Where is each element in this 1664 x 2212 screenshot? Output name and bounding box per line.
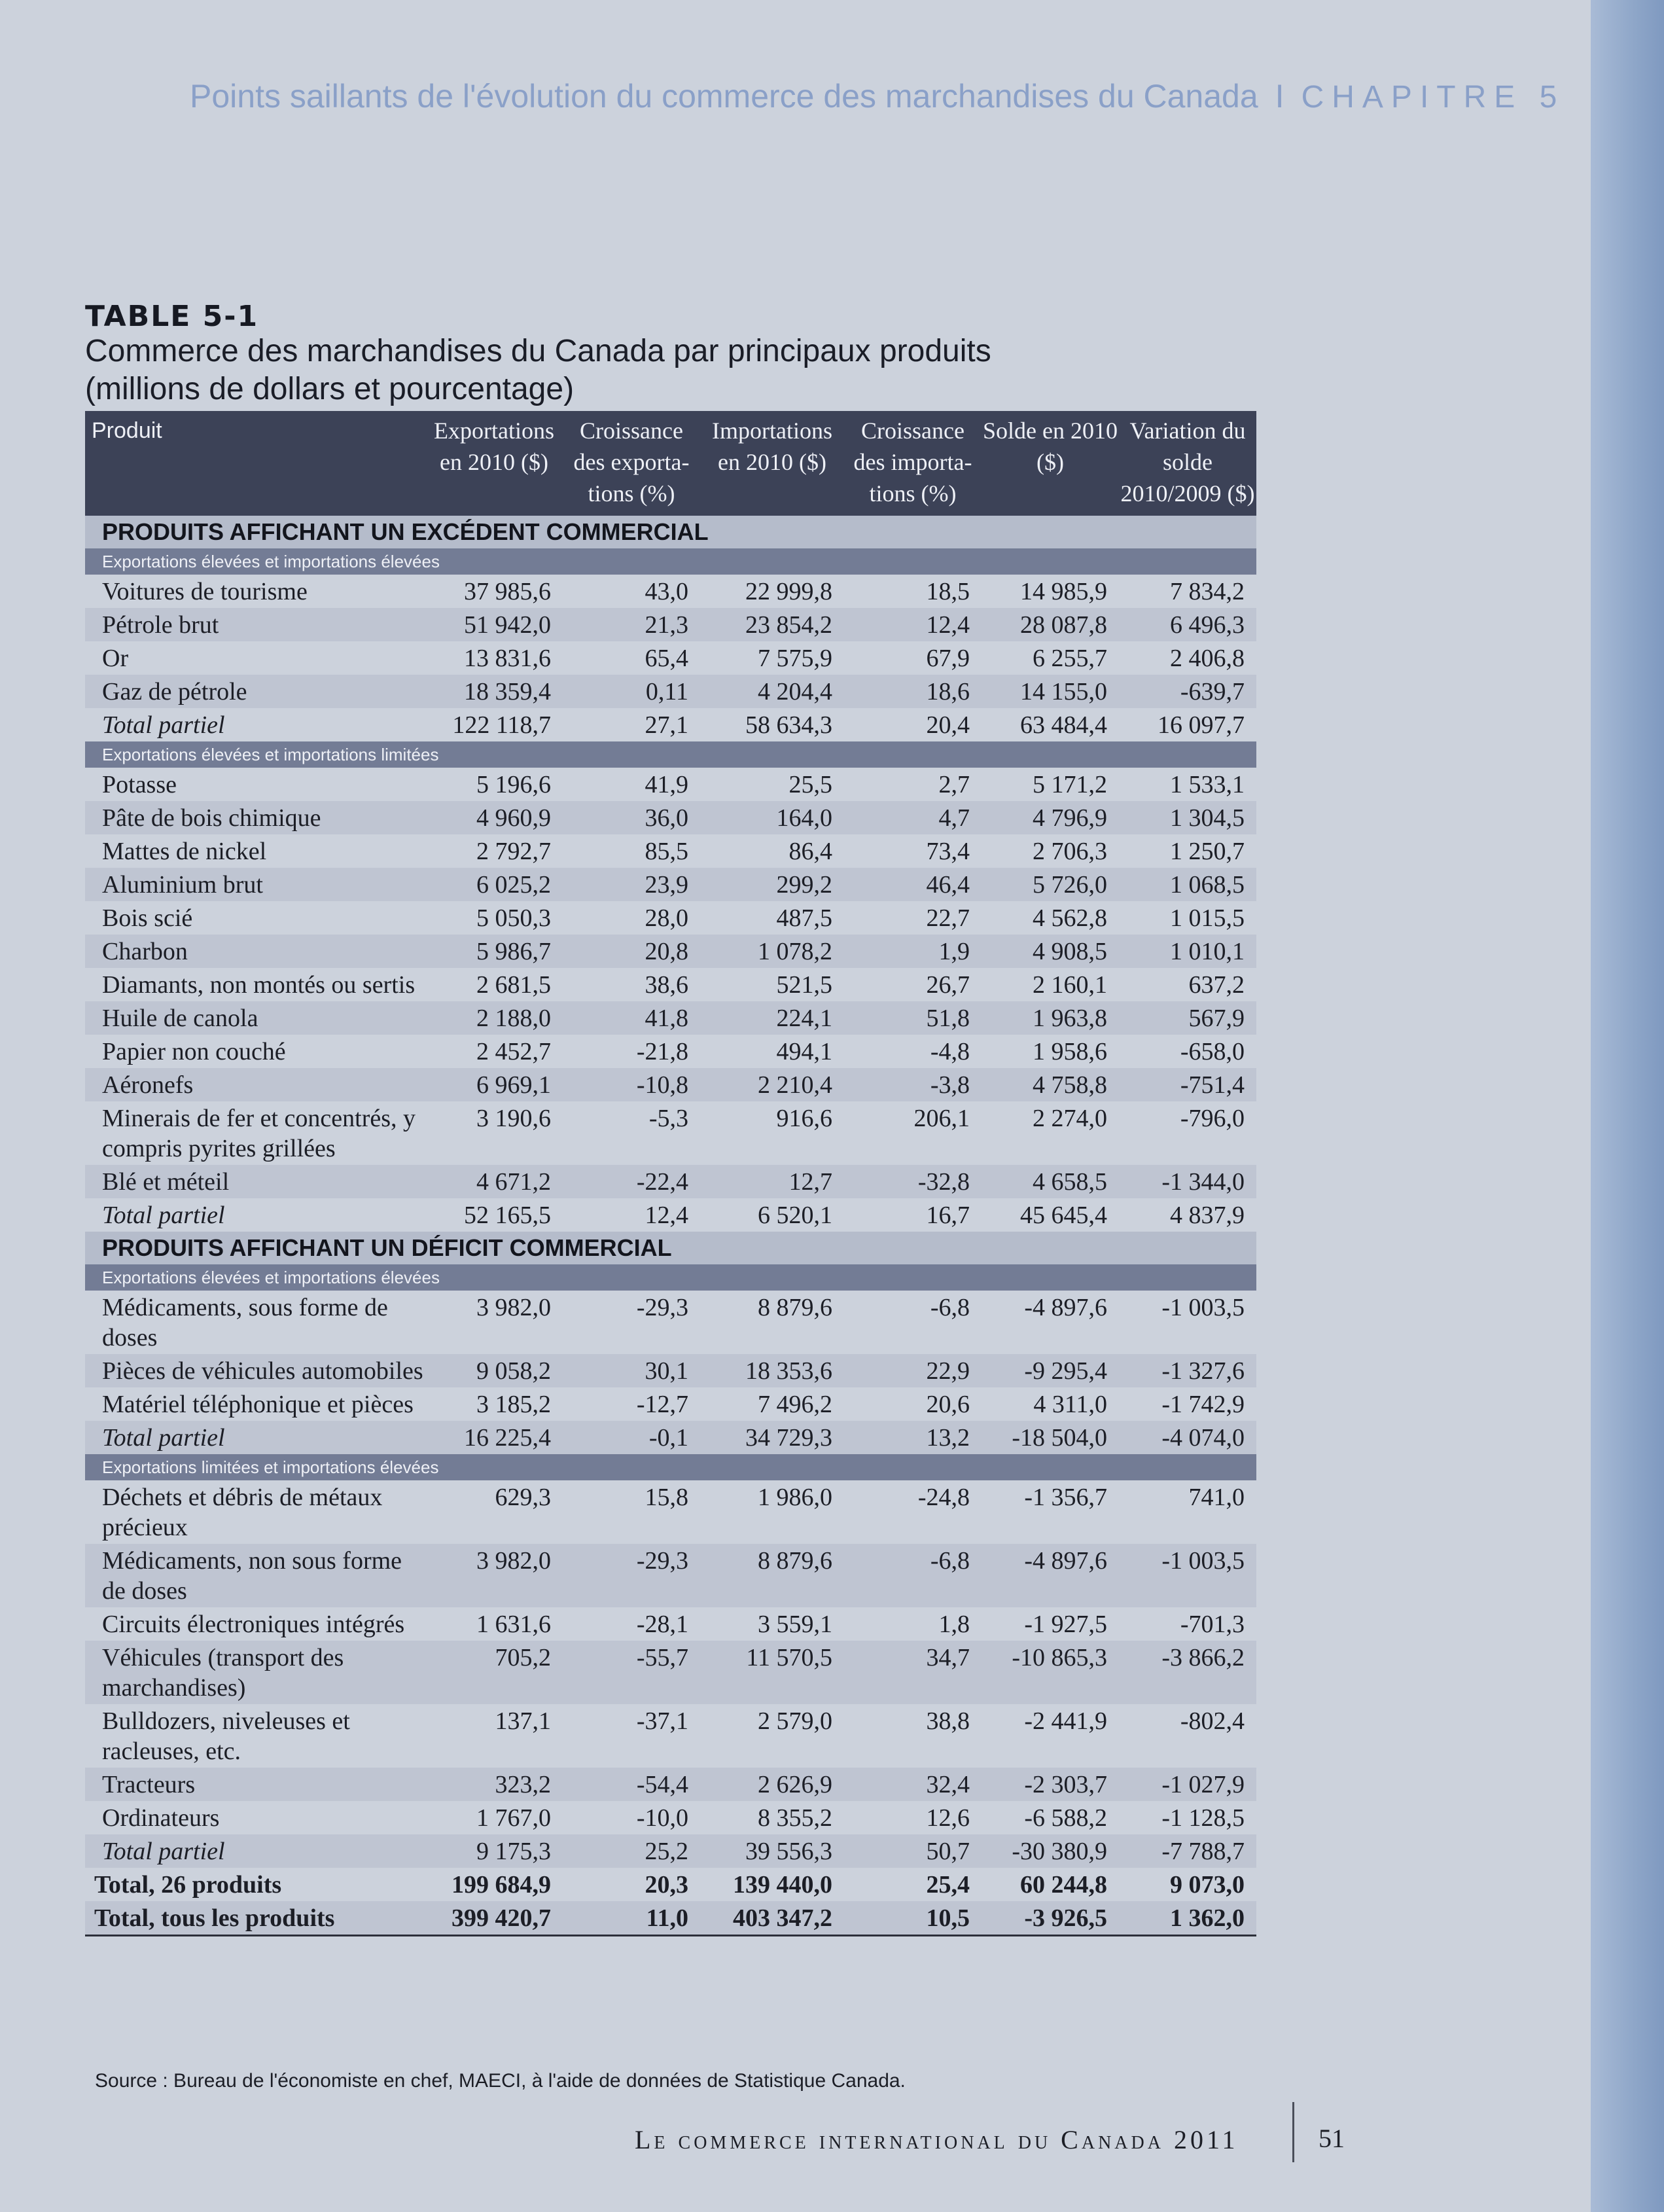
table-header-row: [85, 411, 1256, 516]
table-row: [85, 801, 1256, 834]
group-title: Exportations élevées et importations élevées: [85, 1264, 1256, 1291]
cell-impg: 34,7: [844, 1641, 982, 1704]
chapter-label: CHAPITRE 5: [1301, 80, 1565, 115]
cell-solde: 6 255,7: [1033, 645, 1107, 672]
cell-exp: 629,3: [495, 1484, 551, 1511]
group-title: Exportations limitées et importations élevées: [85, 1454, 1256, 1480]
cell-exp: 9 058,2: [425, 1354, 563, 1387]
cell-impg: 20,4: [926, 711, 970, 739]
cell-impg: 4,7: [844, 801, 982, 834]
column-header: Croissance des importa- tions (%): [844, 411, 982, 516]
cell-solde: 5 171,2: [1033, 771, 1107, 798]
cell-impg: -3,8: [844, 1068, 982, 1101]
cell-impg: 51,8: [844, 1001, 982, 1035]
cell-impg: 25,4: [926, 1871, 970, 1899]
footer-divider: [1292, 2102, 1294, 2162]
cell-exp: 323,2: [425, 1768, 563, 1801]
cell-solde: 5 726,0: [982, 868, 1119, 901]
cell-imp: 7 575,9: [758, 645, 832, 672]
cell-solde: 2 706,3: [1033, 838, 1107, 865]
cell-expg: 11,0: [563, 1901, 700, 1936]
cell-exp: 52 165,5: [464, 1202, 551, 1229]
cell-imp: 521,5: [776, 971, 832, 999]
cell-expg: -10,8: [563, 1068, 700, 1101]
cell-var: -1 128,5: [1161, 1804, 1245, 1832]
cell-exp: 16 225,4: [425, 1421, 563, 1454]
cell-imp: 299,2: [700, 868, 844, 901]
cell-exp: 6 025,2: [425, 868, 563, 901]
source-note: Source : Bureau de l'économiste en chef, MAECI, à l'aide de données de Statistique Canada.: [95, 2070, 906, 2092]
cell-exp: 13 831,6: [464, 645, 551, 672]
cell-var: -639,7: [1119, 675, 1256, 708]
cell-var: -1 344,0: [1119, 1165, 1256, 1198]
cell-expg: 23,9: [563, 868, 700, 901]
cell-imp: 2 626,9: [700, 1768, 844, 1801]
column-header: Solde en 2010 ($): [982, 411, 1119, 516]
footer-publication: [635, 2124, 1238, 2155]
product-name: Or: [102, 645, 129, 672]
cell-solde: -2 441,9: [1024, 1707, 1107, 1735]
cell-imp: 4 204,4: [700, 675, 844, 708]
table-row: [85, 1354, 1256, 1387]
cell-solde: 4 658,5: [982, 1165, 1119, 1198]
cell-var: 741,0: [1188, 1484, 1245, 1511]
cell-var: 1 533,1: [1170, 771, 1245, 798]
table-row: [85, 1480, 1256, 1544]
table-row: [85, 608, 1256, 641]
cell-solde: 45 645,4: [1020, 1202, 1107, 1229]
cell-var: -1 327,6: [1119, 1354, 1256, 1387]
cell-imp: 1 986,0: [758, 1484, 832, 1511]
cell-imp: 25,5: [788, 771, 832, 798]
cell-solde: -1 927,5: [1024, 1611, 1107, 1638]
trade-table: [85, 411, 1256, 1936]
cell-imp: 6 520,1: [758, 1202, 832, 1229]
cell-impg: 20,6: [926, 1391, 970, 1418]
table-row: [85, 1068, 1256, 1101]
cell-expg: 38,6: [645, 971, 688, 999]
table-label: TABLE 5-1: [85, 300, 259, 333]
table-title-line-1: Commerce des marchandises du Canada par principaux produits: [85, 334, 991, 368]
product-name: Voitures de tourisme: [102, 578, 308, 605]
cell-var: -701,3: [1180, 1611, 1245, 1638]
column-header: Exportations en 2010 ($): [425, 411, 563, 516]
cell-var: -7 788,7: [1119, 1834, 1256, 1868]
table-row: [85, 1165, 1256, 1198]
cell-expg: 12,4: [645, 1202, 688, 1229]
cell-expg: -12,7: [636, 1391, 688, 1418]
cell-expg: 36,0: [563, 801, 700, 834]
cell-imp: 8 355,2: [758, 1804, 832, 1832]
table-row: [85, 1901, 1256, 1936]
cell-exp: 6 969,1: [425, 1068, 563, 1101]
cell-impg: -24,8: [917, 1484, 970, 1511]
product-name: Total, 26 produits: [94, 1871, 282, 1899]
cell-expg: 65,4: [645, 645, 688, 672]
cell-solde: 2 274,0: [1033, 1105, 1107, 1132]
cell-exp: 1 767,0: [476, 1804, 551, 1832]
cell-exp: 9 175,3: [425, 1834, 563, 1868]
cell-var: 6 496,3: [1119, 608, 1256, 641]
product-name: Bois scié: [102, 904, 193, 932]
running-title: Points saillants de l'évolution du commerce des marchandises du Canada: [190, 78, 1258, 115]
column-header: Variation du solde 2010/2009 ($): [1119, 411, 1256, 516]
cell-var: -1 027,9: [1119, 1768, 1256, 1801]
cell-expg: 85,5: [645, 838, 688, 865]
cell-expg: 43,0: [645, 578, 688, 605]
table-row: [85, 1001, 1256, 1035]
table-row: [85, 1544, 1256, 1607]
cell-impg: 26,7: [926, 971, 970, 999]
cell-exp: 399 420,7: [425, 1901, 563, 1936]
product-name: Véhicules (transport des marchandises): [85, 1641, 425, 1704]
column-header: Croissance des exporta- tions (%): [563, 411, 700, 516]
cell-var: -796,0: [1180, 1105, 1245, 1132]
cell-var: 1 068,5: [1119, 868, 1256, 901]
cell-expg: 28,0: [645, 904, 688, 932]
cell-solde: 2 160,1: [1033, 971, 1107, 999]
cell-imp: 22 999,8: [745, 578, 832, 605]
cell-expg: 20,8: [563, 935, 700, 968]
cell-impg: 32,4: [844, 1768, 982, 1801]
cell-imp: 58 634,3: [745, 711, 832, 739]
cell-solde: -18 504,0: [982, 1421, 1119, 1454]
cell-solde: -2 303,7: [982, 1768, 1119, 1801]
product-name: Potasse: [102, 771, 177, 798]
cell-exp: 705,2: [425, 1641, 563, 1704]
product-name: Blé et méteil: [85, 1165, 425, 1198]
cell-exp: 1 631,6: [476, 1611, 551, 1638]
cell-imp: 34 729,3: [700, 1421, 844, 1454]
cell-imp: 139 440,0: [733, 1871, 832, 1899]
cell-solde: -3 926,5: [982, 1901, 1119, 1936]
table-row: [85, 1868, 1256, 1901]
cell-exp: 2 681,5: [476, 971, 551, 999]
cell-impg: -6,8: [844, 1544, 982, 1607]
cell-impg: 12,6: [926, 1804, 970, 1832]
cell-imp: 12,7: [700, 1165, 844, 1198]
product-name: Total partiel: [102, 711, 225, 739]
cell-var: -1 742,9: [1161, 1391, 1245, 1418]
cell-expg: -54,4: [563, 1768, 700, 1801]
cell-exp: 137,1: [495, 1707, 551, 1735]
cell-expg: -55,7: [563, 1641, 700, 1704]
section-header: [85, 1232, 1256, 1264]
product-name: Charbon: [85, 935, 425, 968]
cell-var: 567,9: [1119, 1001, 1256, 1035]
column-header: Produit: [85, 411, 425, 516]
cell-var: 1 250,7: [1170, 838, 1245, 865]
cell-solde: 4 311,0: [1033, 1391, 1107, 1418]
cell-var: -751,4: [1119, 1068, 1256, 1101]
cell-impg: -6,8: [930, 1294, 970, 1321]
cell-solde: -6 588,2: [1024, 1804, 1107, 1832]
cell-exp: 5 986,7: [425, 935, 563, 968]
product-name: Total partiel: [85, 1421, 425, 1454]
cell-imp: 86,4: [788, 838, 832, 865]
cell-solde: 1 958,6: [1033, 1038, 1107, 1065]
product-name: Pétrole brut: [85, 608, 425, 641]
cell-exp: 3 982,0: [425, 1544, 563, 1607]
product-name: Papier non couché: [102, 1038, 286, 1065]
cell-expg: 21,3: [563, 608, 700, 641]
cell-exp: 37 985,6: [464, 578, 551, 605]
cell-impg: 1,9: [844, 935, 982, 968]
cell-impg: 2,7: [938, 771, 970, 798]
cell-exp: 4 960,9: [425, 801, 563, 834]
cell-impg: 18,6: [844, 675, 982, 708]
cell-solde: -30 380,9: [982, 1834, 1119, 1868]
cell-impg: 50,7: [844, 1834, 982, 1868]
product-name: Total partiel: [85, 1834, 425, 1868]
cell-imp: 164,0: [700, 801, 844, 834]
page-number: 51: [1319, 2124, 1345, 2153]
cell-impg: 13,2: [844, 1421, 982, 1454]
cell-expg: -10,0: [636, 1804, 688, 1832]
product-name: Pièces de véhicules automobiles: [85, 1354, 425, 1387]
cell-impg: 10,5: [844, 1901, 982, 1936]
cell-expg: 0,11: [563, 675, 700, 708]
cell-solde: 14 155,0: [982, 675, 1119, 708]
cell-var: 1 010,1: [1119, 935, 1256, 968]
cell-solde: 63 484,4: [1020, 711, 1107, 739]
cell-solde: 4 758,8: [982, 1068, 1119, 1101]
table-row: [85, 901, 1256, 935]
cell-exp: 18 359,4: [425, 675, 563, 708]
cell-var: 4 837,9: [1170, 1202, 1245, 1229]
product-name: Huile de canola: [85, 1001, 425, 1035]
cell-expg: -0,1: [563, 1421, 700, 1454]
table-row: [85, 1035, 1256, 1068]
product-name: Aéronefs: [85, 1068, 425, 1101]
cell-var: 637,2: [1188, 971, 1245, 999]
cell-imp: 2 579,0: [758, 1707, 832, 1735]
table-title: [85, 332, 1067, 408]
product-name: Tracteurs: [85, 1768, 425, 1801]
cell-imp: 18 353,6: [700, 1354, 844, 1387]
cell-exp: 4 671,2: [425, 1165, 563, 1198]
table-row: [85, 1834, 1256, 1868]
cell-imp: 1 078,2: [700, 935, 844, 968]
table-row: [85, 1607, 1256, 1641]
cell-imp: 487,5: [776, 904, 832, 932]
table-row: [85, 575, 1256, 608]
cell-exp: 5 196,6: [476, 771, 551, 798]
cell-impg: 38,8: [926, 1707, 970, 1735]
product-name: Pâte de bois chimique: [85, 801, 425, 834]
cell-exp: 51 942,0: [425, 608, 563, 641]
cell-exp: 3 982,0: [476, 1294, 551, 1321]
cell-exp: 2 188,0: [425, 1001, 563, 1035]
table-row: [85, 968, 1256, 1001]
table-row: [85, 641, 1256, 675]
cell-var: 16 097,7: [1158, 711, 1245, 739]
cell-var: -4 074,0: [1119, 1421, 1256, 1454]
table-row: [85, 1291, 1256, 1354]
cell-exp: 5 050,3: [476, 904, 551, 932]
cell-imp: 916,6: [776, 1105, 832, 1132]
cell-imp: 494,1: [776, 1038, 832, 1065]
cell-expg: -22,4: [563, 1165, 700, 1198]
cell-solde: 4 796,9: [982, 801, 1119, 834]
cell-expg: -29,3: [636, 1294, 688, 1321]
cell-impg: 22,7: [926, 904, 970, 932]
cell-imp: 403 347,2: [700, 1901, 844, 1936]
product-name: Total, tous les produits: [85, 1901, 425, 1936]
cell-var: 1 304,5: [1119, 801, 1256, 834]
product-name: Déchets et débris de métaux précieux: [102, 1484, 383, 1541]
cell-exp: 2 452,7: [476, 1038, 551, 1065]
group-header: [85, 741, 1256, 768]
cell-impg: 46,4: [844, 868, 982, 901]
cell-exp: 199 684,9: [451, 1871, 551, 1899]
product-name: Matériel téléphonique et pièces: [102, 1391, 414, 1418]
table-row: [85, 768, 1256, 801]
cell-imp: 2 210,4: [700, 1068, 844, 1101]
cell-solde: -10 865,3: [982, 1641, 1119, 1704]
cell-solde: -9 295,4: [982, 1354, 1119, 1387]
cell-expg: 20,3: [645, 1871, 688, 1899]
cell-impg: 22,9: [844, 1354, 982, 1387]
cell-impg: 206,1: [913, 1105, 970, 1132]
cell-expg: 41,8: [563, 1001, 700, 1035]
cell-expg: -29,3: [563, 1544, 700, 1607]
product-name: Gaz de pétrole: [85, 675, 425, 708]
cell-impg: 12,4: [844, 608, 982, 641]
cell-exp: 3 190,6: [476, 1105, 551, 1132]
table-row: [85, 1641, 1256, 1704]
cell-expg: 41,9: [645, 771, 688, 798]
product-name: Médicaments, non sous forme de doses: [85, 1544, 425, 1607]
cell-var: 7 834,2: [1170, 578, 1245, 605]
cell-expg: 27,1: [645, 711, 688, 739]
section-title: PRODUITS AFFICHANT UN DÉFICIT COMMERCIAL: [85, 1232, 1256, 1264]
cell-solde: 28 087,8: [982, 608, 1119, 641]
cell-expg: -37,1: [636, 1707, 688, 1735]
table-row: [85, 1801, 1256, 1834]
cell-var: -802,4: [1180, 1707, 1245, 1735]
cell-solde: 4 562,8: [1033, 904, 1107, 932]
product-name: Bulldozers, niveleuses et racleuses, etc.: [102, 1707, 350, 1765]
cell-impg: -4,8: [930, 1038, 970, 1065]
cell-imp: 224,1: [700, 1001, 844, 1035]
cell-imp: 7 496,2: [758, 1391, 832, 1418]
cell-var: 1 015,5: [1170, 904, 1245, 932]
cell-imp: 23 854,2: [700, 608, 844, 641]
product-name: Aluminium brut: [85, 868, 425, 901]
page-edge-stripe: [1591, 0, 1664, 2212]
cell-solde: 60 244,8: [1020, 1871, 1107, 1899]
cell-expg: 25,2: [563, 1834, 700, 1868]
section-title: PRODUITS AFFICHANT UN EXCÉDENT COMMERCIAL: [85, 516, 1256, 548]
table-body: [85, 516, 1256, 1936]
cell-impg: 67,9: [926, 645, 970, 672]
table-row: [85, 1387, 1256, 1421]
cell-imp: 3 559,1: [758, 1611, 832, 1638]
table-row: [85, 675, 1256, 708]
cell-imp: 39 556,3: [700, 1834, 844, 1868]
product-name: Total partiel: [102, 1202, 225, 1229]
cell-var: -3 866,2: [1119, 1641, 1256, 1704]
cell-exp: 3 185,2: [476, 1391, 551, 1418]
cell-solde: -4 897,6: [1024, 1294, 1107, 1321]
table-row: [85, 868, 1256, 901]
cell-impg: 18,5: [926, 578, 970, 605]
cell-expg: 15,8: [645, 1484, 688, 1511]
group-header: [85, 1264, 1256, 1291]
cell-solde: 14 985,9: [1020, 578, 1107, 605]
cell-solde: 4 908,5: [982, 935, 1119, 968]
group-title: Exportations élevées et importations limitées: [85, 741, 1256, 768]
group-title: Exportations élevées et importations élevées: [85, 548, 1256, 575]
cell-exp: 2 792,7: [476, 838, 551, 865]
table-row: [85, 1198, 1256, 1232]
cell-expg: -5,3: [648, 1105, 688, 1132]
product-name: Diamants, non montés ou sertis: [102, 971, 416, 999]
cell-solde: -4 897,6: [982, 1544, 1119, 1607]
table-title-line-2: (millions de dollars et pourcentage): [85, 372, 575, 406]
table-row: [85, 1101, 1256, 1165]
footer-publication-title: Le commerce international du Canada 2011: [635, 2125, 1239, 2154]
product-name: Médicaments, sous forme de doses: [102, 1294, 388, 1351]
cell-imp: 11 570,5: [700, 1641, 844, 1704]
table-row: [85, 1704, 1256, 1768]
table-row: [85, 1768, 1256, 1801]
table-row: [85, 708, 1256, 741]
cell-var: -1 003,5: [1161, 1294, 1245, 1321]
cell-impg: 1,8: [938, 1611, 970, 1638]
cell-var: -1 003,5: [1119, 1544, 1256, 1607]
cell-imp: 8 879,6: [700, 1544, 844, 1607]
group-header: [85, 1454, 1256, 1480]
cell-imp: 8 879,6: [758, 1294, 832, 1321]
section-header: [85, 516, 1256, 548]
cell-impg: 73,4: [926, 838, 970, 865]
cell-expg: -28,1: [636, 1611, 688, 1638]
cell-var: 9 073,0: [1170, 1871, 1245, 1899]
cell-expg: 30,1: [563, 1354, 700, 1387]
cell-solde: 1 963,8: [982, 1001, 1119, 1035]
cell-exp: 122 118,7: [452, 711, 551, 739]
cell-var: 1 362,0: [1119, 1901, 1256, 1936]
table-row: [85, 834, 1256, 868]
table-row: [85, 1421, 1256, 1454]
header-separator: I: [1275, 78, 1284, 115]
product-name: Mattes de nickel: [102, 838, 267, 865]
cell-var: 2 406,8: [1170, 645, 1245, 672]
table-row: [85, 935, 1256, 968]
cell-impg: -32,8: [844, 1165, 982, 1198]
cell-expg: -21,8: [636, 1038, 688, 1065]
cell-solde: -1 356,7: [1024, 1484, 1107, 1511]
group-header: [85, 548, 1256, 575]
cell-var: -658,0: [1180, 1038, 1245, 1065]
cell-impg: 16,7: [926, 1202, 970, 1229]
product-name: Minerais de fer et concentrés, y compris pyrites grillées: [102, 1105, 416, 1162]
running-header: [190, 77, 1565, 115]
column-header: Importations en 2010 ($): [700, 411, 844, 516]
product-name: Circuits électroniques intégrés: [102, 1611, 405, 1638]
product-name: Ordinateurs: [102, 1804, 220, 1832]
